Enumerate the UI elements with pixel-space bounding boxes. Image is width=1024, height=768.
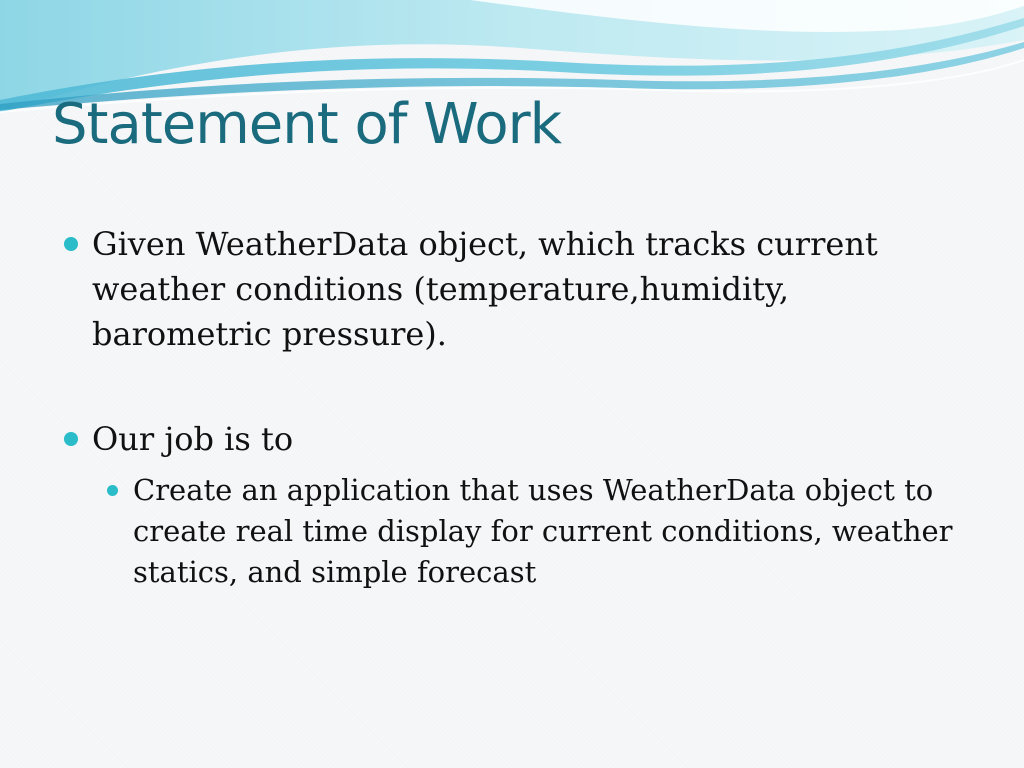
bullet-item-our-job (92, 417, 892, 462)
sub-bullet-dot-icon (107, 485, 118, 496)
sub-bullet-text: Create an application that uses WeatherData object to create real time display for current conditions, weather statics, and simple forecast (133, 473, 953, 589)
bullet-text: Given WeatherData object, which tracks current weather conditions (temperature,humidity, barometric pressure). (92, 225, 878, 353)
bullet-text: Our job is to (92, 420, 294, 458)
bullet-dot-icon (64, 237, 78, 251)
bullet-item-weatherdata (92, 222, 892, 357)
bullet-dot-icon (64, 432, 78, 446)
sub-bullet-item-create-application (133, 470, 953, 593)
slide-title: Statement of Work (52, 92, 562, 157)
